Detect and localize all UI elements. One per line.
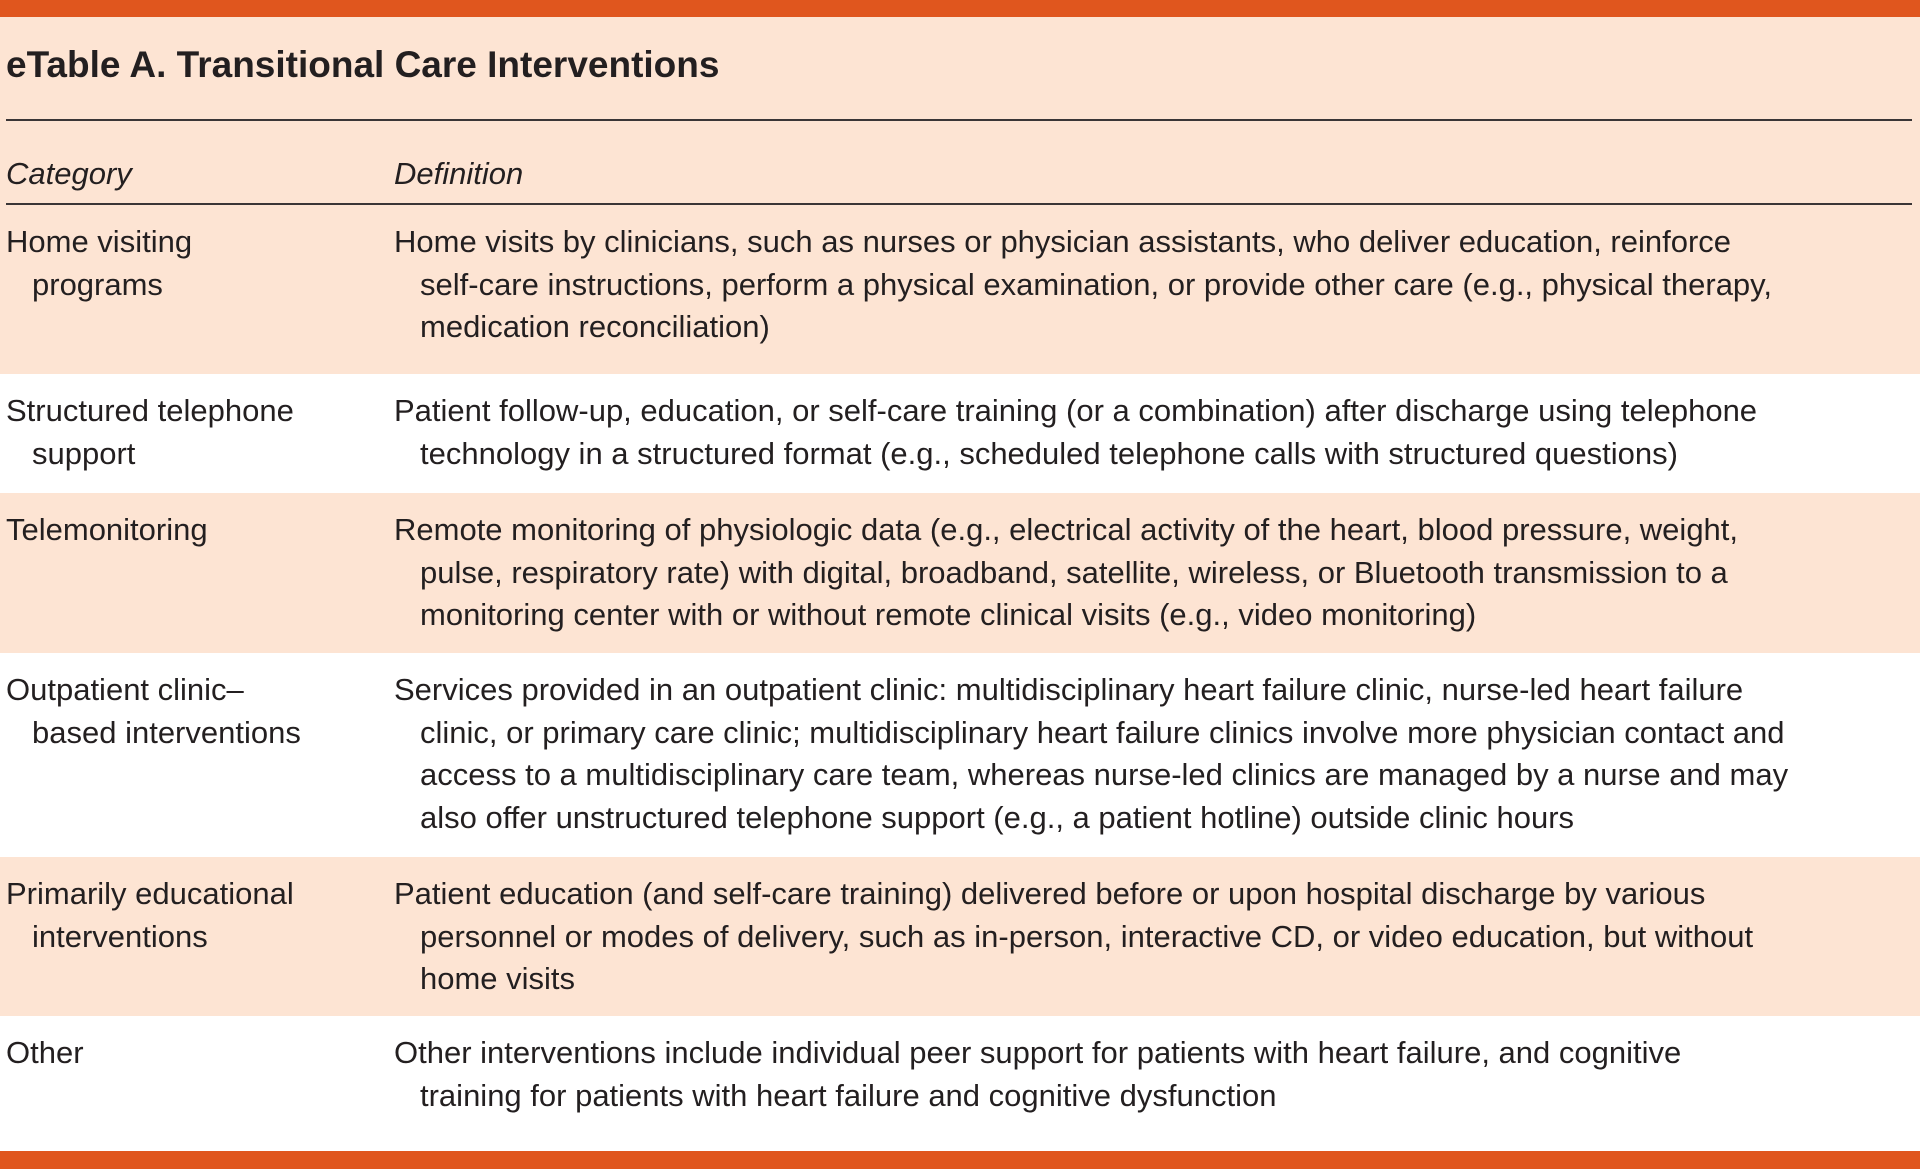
header-category: Category [6, 156, 132, 191]
category-cell [6, 1032, 84, 1075]
definition-cell-line: medication reconciliation) [420, 309, 770, 344]
definition-cell-line: self-care instructions, perform a physical examination, or provide other care (e.g., physical therapy, [420, 266, 1772, 302]
definition-cell-line: clinic, or primary care clinic; multidisciplinary heart failure clinics involve more physician contact and [420, 714, 1785, 750]
category-cell-line: support [32, 435, 136, 471]
definition-cell [394, 390, 1757, 475]
definition-cell-line: monitoring center with or without remote clinical visits (e.g., video monitoring) [420, 597, 1477, 632]
category-cell-line: interventions [32, 918, 208, 954]
table-row [0, 205, 1920, 374]
category-cell [6, 221, 192, 306]
top-accent-bar [0, 0, 1920, 17]
definition-cell [394, 221, 1772, 349]
definition-cell-line: personnel or modes of delivery, such as in-person, interactive CD, or video education, but without [420, 918, 1754, 954]
definition-cell [394, 509, 1738, 637]
definition-cell-line: Remote monitoring of physiologic data (e.g., electrical activity of the heart, blood pressure, weight, [394, 512, 1739, 547]
table-row [0, 1016, 1920, 1151]
definition-cell-line: Home visits by clinicians, such as nurses or physician assistants, who deliver education, reinforce [394, 224, 1732, 259]
table-row [0, 374, 1920, 493]
category-cell-line: programs [32, 266, 163, 302]
header-definition: Definition [394, 156, 524, 191]
definition-cell-line: Other interventions include individual peer support for patients with heart failure, and cognitive [394, 1035, 1682, 1070]
category-cell-line: Telemonitoring [6, 512, 208, 547]
definition-cell-line: training for patients with heart failure and cognitive dysfunction [420, 1077, 1277, 1113]
table-title: eTable A. Transitional Care Interventions [6, 44, 720, 85]
category-cell [6, 509, 208, 552]
table-row [0, 653, 1920, 857]
definition-cell-line: also offer unstructured telephone support (e.g., a patient hotline) outside clinic hours [420, 799, 1575, 835]
definition-cell [394, 873, 1753, 1001]
category-cell-line: Other [6, 1035, 84, 1070]
title-rule [6, 119, 1912, 121]
bottom-accent-bar [0, 1151, 1920, 1169]
category-cell-line: based interventions [32, 714, 301, 750]
table-row [0, 857, 1920, 1016]
category-cell-line: Primarily educational [6, 876, 294, 911]
category-cell [6, 390, 294, 475]
category-cell [6, 873, 294, 958]
definition-cell-line: access to a multidisciplinary care team, whereas nurse-led clinics are managed by a nurse and may [420, 757, 1789, 792]
category-cell-line: Outpatient clinic– [6, 672, 244, 707]
definition-cell-line: technology in a structured format (e.g., scheduled telephone calls with structured questions) [420, 435, 1678, 471]
category-cell-line: Home visiting [6, 224, 193, 259]
table-row [0, 493, 1920, 653]
category-cell [6, 669, 301, 754]
category-cell-line: Structured telephone [6, 393, 294, 428]
definition-cell-line: Patient follow-up, education, or self-care training (or a combination) after discharge using telephone [394, 393, 1758, 428]
definition-cell-line: home visits [420, 961, 576, 996]
definition-cell-line: Patient education (and self-care training) delivered before or upon hospital discharge by various [394, 876, 1706, 911]
definition-cell [394, 1032, 1681, 1117]
definition-cell-line: Services provided in an outpatient clinic: multidisciplinary heart failure clinic, nurse-led heart failure [394, 672, 1744, 707]
definition-cell-line: pulse, respiratory rate) with digital, broadband, satellite, wireless, or Bluetooth transmission to a [420, 554, 1728, 590]
definition-cell [394, 669, 1788, 839]
